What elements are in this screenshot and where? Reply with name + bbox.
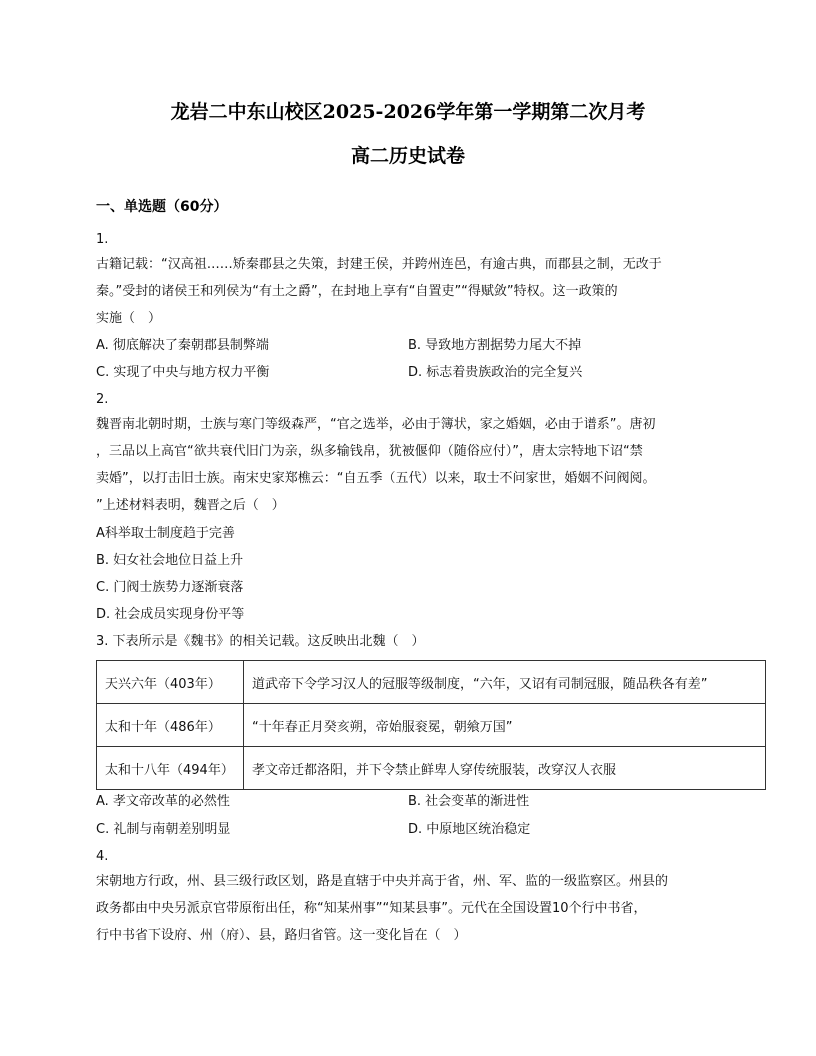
question-2-option-c[interactable]: C. 门阀士族势力逐渐衰落 [96, 580, 244, 595]
table-cell-event: 孝文帝迁都洛阳，并下令禁止鲜卑人穿传统服装，改穿汉人衣服 [244, 747, 766, 790]
table-cell-year: 天兴六年（403年） [97, 661, 244, 704]
question-3-stem: 3. 下表所示是《魏书》的相关记载。这反映出北魏（ ） [96, 634, 425, 649]
question-2-text-line: 卖婚”，以打击旧士族。南宋史家郑樵云：“自五季（五代）以来，取士不问家世，婚姻不问阀阅。 [96, 471, 656, 486]
section-heading: 一、单选题（60分） [96, 199, 228, 215]
question-3-option-c[interactable]: C. 礼制与南朝差别明显 [96, 822, 231, 837]
question-4-number: 4. [96, 849, 109, 864]
question-1-text-line: 实施（ ） [96, 311, 162, 326]
question-1-text-line: 秦。”受封的诸侯王和列侯为“有土之爵”，在封地上享有“自置吏”“得赋敛”特权。这一政策的 [96, 284, 618, 299]
question-2-text-line: 魏晋南北朝时期，士族与寒门等级森严，“官之选举，必由于簿状，家之婚姻，必由于谱系”。唐初 [96, 417, 656, 432]
exam-title: 龙岩二中东山校区2025-2026学年第一学期第二次月考 [170, 101, 646, 123]
question-3-option-b[interactable]: B. 社会变革的渐进性 [408, 794, 530, 809]
question-3-option-a[interactable]: A. 孝文帝改革的必然性 [96, 794, 230, 809]
question-1-option-c[interactable]: C. 实现了中央与地方权力平衡 [96, 365, 270, 380]
question-1-option-a[interactable]: A. 彻底解决了秦朝郡县制弊端 [96, 338, 269, 353]
question-2-text-line: ，三品以上高官“欲共衰代旧门为亲，纵多输钱帛，犹被偃仰（随俗应付）”，唐太宗特地下诏“禁 [96, 444, 643, 459]
question-4-text-line: 宋朝地方行政，州、县三级行政区划，路是直辖于中央并高于省，州、军、监的一级监察区。州县的 [96, 874, 669, 889]
question-1-option-d[interactable]: D. 标志着贵族政治的完全复兴 [408, 365, 583, 380]
question-2-option-d[interactable]: D. 社会成员实现身份平等 [96, 607, 245, 622]
table-row [97, 747, 766, 790]
table-cell-year: 太和十年（486年） [97, 704, 244, 747]
question-2-option-b[interactable]: B. 妇女社会地位日益上升 [96, 553, 244, 568]
question-2-text-line: ”上述材料表明，魏晋之后（ ） [96, 498, 285, 513]
table-cell-year: 太和十八年（494年） [97, 747, 244, 790]
exam-subtitle: 高二历史试卷 [350, 145, 465, 167]
question-4-text-line: 政务都由中央另派京官带原衔出任，称“知某州事”“知某县事”。元代在全国设置10个行中书省， [96, 901, 647, 916]
table-row [97, 661, 766, 704]
question-1-text-line: 古籍记载：“汉高祖……矫秦郡县之失策，封建王侯，并跨州连邑，有逾古典，而郡县之制，无改于 [96, 257, 662, 272]
table-row [97, 704, 766, 747]
table-cell-event: 道武帝下令学习汉人的冠服等级制度，“六年，又诏有司制冠服，随品秩各有差” [244, 661, 766, 704]
table-cell-event: “十年春正月癸亥朔，帝始服衮冕，朝飨万国” [244, 704, 766, 747]
wei-shu-records-table [96, 660, 766, 790]
question-3-option-d[interactable]: D. 中原地区统治稳定 [408, 822, 531, 837]
question-2-option-a[interactable]: A科举取士制度趋于完善 [96, 526, 235, 541]
question-2-number: 2. [96, 392, 109, 407]
question-1-number: 1. [96, 232, 109, 247]
question-4-text-line: 行中书省下设府、州（府）、县，路归省管。这一变化旨在（ ） [96, 928, 467, 943]
question-1-option-b[interactable]: B. 导致地方割据势力尾大不掉 [408, 338, 582, 353]
